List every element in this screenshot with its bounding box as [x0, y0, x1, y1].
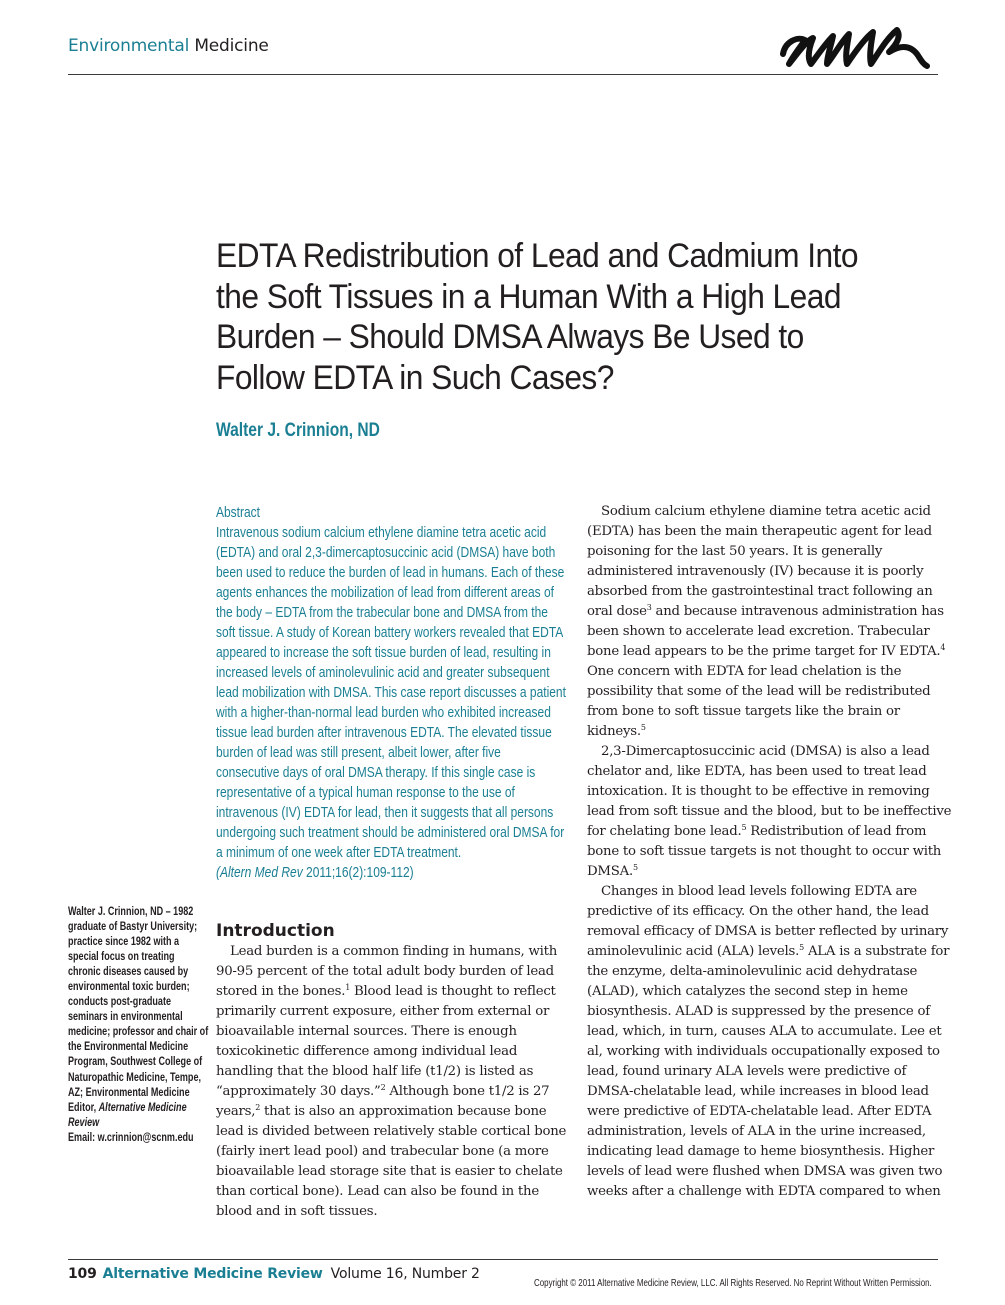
- bio-text: Walter J. Crinnion, ND – 1982 graduate of Bastyr University; practice since 1982 with a special focus on treating chronic diseases caused by environmental toxic burden; conducts post-graduate seminars in environmental medicine; professor and chair of the Environmental Medicine Program, Southwest College of Naturopathic Medicine, Tempe, AZ; Environmental Medicine Editor,: [68, 905, 209, 1114]
- bio-email[interactable]: Email: w.crinnion@scnm.edu: [68, 1130, 194, 1144]
- article-title: EDTA Redistribution of Lead and Cadmium Into the Soft Tissues in a Human With a High Lead Burden – Should DMSA Always Be Used to Follow EDTA in Such Cases?: [216, 237, 859, 397]
- reference-superscript: 5: [741, 823, 747, 832]
- footer-volume: Volume 16, Number 2: [330, 1266, 480, 1282]
- text-run: 2,3-Dimercaptosuccinic acid (DMSA) is also a lead chelator and, like EDTA, has been used to treat lead intoxication. It is thought to be effective in removing lead from soft tissue and the blood, but to be ineffective for chelating bone lead.: [587, 744, 952, 839]
- paragraph-4: [587, 882, 952, 1202]
- paragraph-3: [587, 742, 952, 882]
- reference-superscript: 5: [799, 943, 804, 952]
- reference-superscript: 1: [345, 983, 351, 992]
- body-column-left: [216, 942, 576, 1222]
- text-run: that is also an approximation because bone lead is divided between relatively stable cortical bone (fairly inert lead pool) and trabecular bone (a more bioavailable lead storage site that is easier to chelate than cortical bone). Lead can also be found in the blood and in soft tissues.: [216, 1104, 567, 1219]
- reference-superscript: 2: [255, 1103, 261, 1112]
- reference-superscript: 3: [646, 603, 652, 612]
- section-label-dark: Medicine: [194, 36, 269, 56]
- page-number: 109: [68, 1266, 97, 1282]
- header-divider: [68, 74, 938, 75]
- text-run: Changes in blood lead levels following EDTA are predictive of its efficacy. On the other hand, the lead removal efficacy of DMSA is better reflected by urinary aminolevulinic acid (ALA) levels.: [587, 884, 949, 959]
- abstract: [216, 503, 566, 883]
- reference-superscript: 4: [940, 643, 946, 652]
- text-run: Sodium calcium ethylene diamine tetra acetic acid (EDTA) has been the main therapeutic agent for lead poisoning for the last 50 years. It is generally administered intravenously (IV) because it is poorly absorbed from the gastrointestinal tract following an oral dose: [587, 504, 933, 619]
- copyright-notice: Copyright © 2011 Alternative Medicine Review, LLC. All Rights Reserved. No Reprint Without Written Permission.: [534, 1278, 932, 1289]
- abstract-heading: Abstract: [216, 504, 261, 521]
- body-column-right: [587, 502, 952, 1202]
- paragraph-1: [216, 942, 576, 1222]
- reference-superscript: 5: [632, 863, 638, 872]
- citation-details: 2011;16(2):109-112): [302, 864, 414, 881]
- introduction-heading: Introduction: [216, 921, 335, 941]
- text-run: One concern with EDTA for lead chelation is the possibility that some of the lead will be redistributed from bone to soft tissue targets like the brain or kidneys.: [587, 664, 931, 739]
- text-run: ALA is a substrate for the enzyme, delta-aminolevulinic acid dehydratase (ALAD), which catalyzes the second step in heme biosynthesis. ALAD is suppressed by the presence of lead, which, in turn, causes ALA to accumulate. Lee et al, working with individuals occupationally exposed to lead, found urinary ALA levels were predictive of DMSA-chelatable lead, while increases in blood lead were predictive of EDTA-chelatable lead. After EDTA administration, levels of ALA in the urine increased, indicating lead damage to heme biosynthesis. Higher levels of lead were flushed when DMSA was given two weeks after a challenge with EDTA compared to when: [587, 944, 950, 1199]
- abstract-body: Intravenous sodium calcium ethylene diamine tetra acetic acid (EDTA) and oral 2,3-dimercaptosuccinic acid (DMSA) have both been used to reduce the burden of lead in humans. Each of these agents enhances the mobilization of lead from different areas of the body – EDTA from the trabecular bone and DMSA from the soft tissue. A study of Korean battery workers revealed that EDTA appeared to increase the soft tissue burden of lead, resulting in increased levels of aminolevulinic acid and greater subsequent lead mobilization with DMSA. This case report discusses a patient with a higher-than-normal lead burden who exhibited increased tissue lead burden after intravenous EDTA. The elevated tissue burden of lead was still present, albeit lower, after five consecutive days of oral DMSA therapy. If this single case is representative of a typical human response to the use of intravenous (IV) EDTA for lead, then it suggests that all persons undergoing such treatment should be administered oral DMSA for a minimum of one week after EDTA treatment.: [216, 524, 566, 861]
- reference-superscript: 2: [380, 1083, 386, 1092]
- footer-journal: Alternative Medicine Review: [102, 1266, 323, 1282]
- reference-superscript: 5: [640, 723, 646, 732]
- article-author: Walter J. Crinnion, ND: [216, 420, 380, 441]
- citation-journal: (Altern Med Rev: [216, 864, 303, 881]
- paragraph-2: [587, 502, 952, 742]
- text-run: Redistribution of lead from bone to soft tissue targets is not thought to occur with DMSA.: [587, 824, 942, 879]
- text-run: Lead burden is a common finding in humans, with 90-95 percent of the total adult body burden of lead stored in the bones.: [216, 944, 558, 999]
- journal-logo: [775, 14, 935, 72]
- text-run: and because intravenous administration has been shown to accelerate lead excretion. Trabecular bone lead appears to be the prime target for IV EDTA.: [587, 604, 944, 659]
- section-header: [68, 36, 269, 56]
- text-run: Although bone t1/2 is 27 years,: [216, 1084, 550, 1119]
- section-label-colored: Environmental: [68, 36, 190, 56]
- page-footer: [68, 1266, 480, 1282]
- amr-logo-icon: [775, 14, 935, 72]
- abstract-citation: [216, 863, 566, 883]
- bio-journal: Alternative Medicine Review: [68, 1100, 187, 1129]
- author-bio: [68, 904, 208, 1145]
- text-run: Blood lead is thought to reflect primarily current exposure, either from external or bioavailable internal sources. There is enough toxicokinetic difference among individual lead handling that the blood half life (t1/2) is listed as “approximately 30 days.”: [216, 984, 556, 1099]
- footer-divider: [68, 1259, 938, 1260]
